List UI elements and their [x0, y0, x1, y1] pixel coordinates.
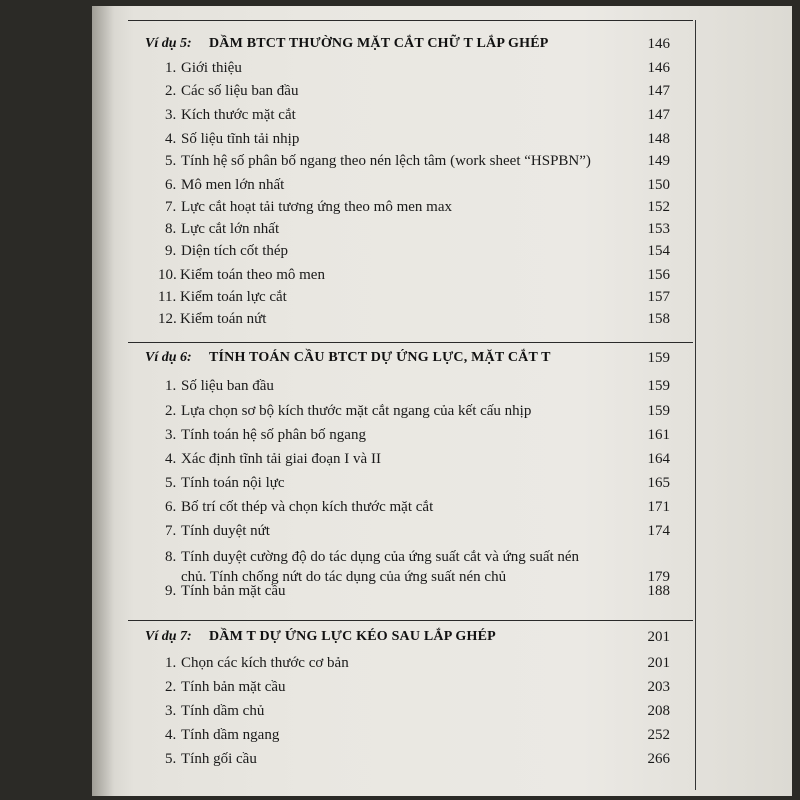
section-title: DẦM BTCT THƯỜNG MẶT CẮT CHỮ T LẮP GHÉP — [209, 36, 549, 51]
toc-item-page-number: 157 — [647, 289, 670, 305]
toc-item — [165, 652, 645, 674]
toc-item-page-number: 152 — [647, 199, 670, 215]
toc-item-text: Kiểm toán nứt — [180, 311, 267, 327]
section-divider — [128, 342, 693, 343]
toc-item-number: 1. — [165, 655, 177, 671]
toc-item — [158, 286, 638, 308]
toc-item-page-number: 201 — [647, 655, 670, 671]
toc-item-page-number: 150 — [647, 177, 670, 193]
toc-item-number: 8. — [165, 549, 177, 565]
toc-item-text: Lực cắt hoạt tải tương ứng theo mô men max — [181, 199, 453, 215]
section-heading — [145, 347, 585, 369]
toc-item — [158, 308, 638, 330]
toc-item-page-number: 174 — [647, 523, 670, 539]
toc-item-page-number: 148 — [647, 131, 670, 147]
toc-item — [165, 128, 645, 150]
toc-item-number: 5. — [165, 475, 177, 491]
toc-item-text: Các số liệu ban đầu — [181, 83, 299, 99]
toc-item-page-number: 208 — [647, 703, 670, 719]
toc-item-text: Tính bản mặt cầu — [181, 679, 286, 695]
toc-item — [165, 424, 645, 446]
toc-item — [165, 676, 645, 698]
toc-item-number: 2. — [165, 403, 177, 419]
toc-item-number: 3. — [165, 427, 177, 443]
toc-item-page-number: 252 — [647, 727, 670, 743]
toc-item — [165, 240, 645, 262]
toc-item-text: Kiểm toán lực cắt — [180, 289, 287, 305]
toc-item-page-number: 156 — [647, 267, 670, 283]
toc-item-text-line2: chủ. Tính chống nứt do tác dụng của ứng suất nén chủ — [181, 569, 507, 585]
section-title: TÍNH TOÁN CẦU BTCT DỰ ỨNG LỰC, MẶT CẮT T — [209, 350, 551, 365]
toc-item-text: Tính dầm chủ — [181, 703, 265, 719]
toc-item-number: 6. — [165, 499, 177, 515]
toc-item — [165, 104, 645, 126]
toc-item-text: Mô men lớn nhất — [181, 177, 285, 193]
toc-item-text: Tính bản mặt cầu — [181, 583, 286, 599]
section-page-number: 201 — [647, 629, 670, 645]
toc-item-number: 8. — [165, 221, 177, 237]
toc-item-page-number: 154 — [647, 243, 670, 259]
toc-item-page-number: 147 — [647, 107, 670, 123]
section-heading — [145, 626, 585, 648]
toc-item — [165, 375, 645, 397]
toc-item-page-number: 159 — [647, 378, 670, 394]
toc-item-number: 4. — [165, 727, 177, 743]
toc-item-number: 7. — [165, 523, 177, 539]
toc-item-number: 10. — [158, 267, 177, 283]
section-label: Ví dụ 5: — [145, 36, 192, 51]
toc-item-text: Lực cắt lớn nhất — [181, 221, 280, 237]
toc-item-number: 3. — [165, 107, 177, 123]
toc-item-text: Số liệu tĩnh tải nhịp — [181, 131, 300, 147]
toc-item — [165, 57, 645, 79]
toc-item-page-number: 146 — [647, 60, 670, 76]
toc-item — [165, 150, 645, 172]
section-title: DẦM T DỰ ỨNG LỰC KÉO SAU LẮP GHÉP — [209, 629, 496, 644]
toc-item-number: 1. — [165, 60, 177, 76]
toc-item-text: Tính dầm ngang — [181, 727, 280, 743]
toc-item-number: 3. — [165, 703, 177, 719]
toc-item-page-number: 153 — [647, 221, 670, 237]
toc-item — [158, 264, 638, 286]
toc-item — [165, 546, 645, 568]
toc-item-number: 11. — [158, 289, 177, 305]
toc-item — [165, 700, 645, 722]
toc-item-text: Tính toán hệ số phân bố ngang — [181, 427, 366, 443]
toc-item-text: Kích thước mặt cắt — [181, 107, 296, 123]
toc-item-text: Tính hệ số phân bố ngang theo nén lệch tâm (work sheet “HSPBN”) — [181, 153, 591, 169]
toc-item — [165, 218, 645, 240]
toc-item-text: Tính toán nội lực — [181, 475, 285, 491]
section-page-number: 159 — [647, 350, 670, 366]
toc-item-text: Số liệu ban đầu — [181, 378, 274, 394]
toc-item-number: 4. — [165, 451, 177, 467]
toc-item-page-number: 164 — [647, 451, 670, 467]
toc-item-text: Giới thiệu — [181, 60, 242, 76]
toc-item-number: 9. — [165, 243, 177, 259]
toc-item — [165, 400, 645, 422]
toc-item-text: Lựa chọn sơ bộ kích thước mặt cắt ngang của kết cấu nhịp — [181, 403, 532, 419]
toc-item-page-number: 158 — [647, 311, 670, 327]
toc-item-text: Bố trí cốt thép và chọn kích thước mặt cắt — [181, 499, 434, 515]
section-label: Ví dụ 6: — [145, 350, 192, 365]
toc-item-number: 2. — [165, 679, 177, 695]
section-label: Ví dụ 7: — [145, 629, 192, 644]
toc-item — [165, 196, 645, 218]
toc-item-text: Diện tích cốt thép — [181, 243, 289, 259]
toc-item-number: 12. — [158, 311, 177, 327]
toc-item-page-number: 159 — [647, 403, 670, 419]
toc-item — [165, 174, 645, 196]
section-page-number: 146 — [647, 36, 670, 52]
toc-item-page-number: 161 — [647, 427, 670, 443]
toc-item-text: Tính duyệt cường độ do tác dụng của ứng suất cắt và ứng suất nén — [181, 549, 580, 565]
toc-item-text: Chọn các kích thước cơ bản — [181, 655, 349, 671]
toc-item — [165, 448, 645, 470]
toc-item-number: 2. — [165, 83, 177, 99]
section-divider — [128, 20, 693, 21]
toc-item-number: 4. — [165, 131, 177, 147]
toc-item-page-number: 203 — [647, 679, 670, 695]
toc-item-text: Tính gối cầu — [181, 751, 257, 767]
toc-item — [165, 580, 645, 602]
toc-item-number: 1. — [165, 378, 177, 394]
toc-item-number: 6. — [165, 177, 177, 193]
toc-item-page-number: 179 — [647, 569, 670, 585]
toc-item-text: Xác định tĩnh tải giai đoạn I và II — [181, 451, 381, 467]
toc-item — [165, 472, 645, 494]
toc-item-page-number: 149 — [647, 153, 670, 169]
toc-item — [165, 748, 645, 770]
toc-item — [165, 496, 645, 518]
toc-item-page-number: 171 — [647, 499, 670, 515]
toc-item-page-number: 147 — [647, 83, 670, 99]
toc-item — [165, 80, 645, 102]
section-divider — [128, 620, 693, 621]
toc-item-number: 9. — [165, 583, 177, 599]
toc-item-number: 7. — [165, 199, 177, 215]
toc-item-page-number: 165 — [647, 475, 670, 491]
toc-item-page-number: 266 — [647, 751, 670, 767]
toc-item-text: Kiểm toán theo mô men — [180, 267, 325, 283]
toc-item-number: 5. — [165, 153, 177, 169]
right-margin-line — [695, 20, 696, 790]
toc-item-number: 5. — [165, 751, 177, 767]
section-heading — [145, 33, 585, 55]
toc-item — [165, 520, 645, 542]
toc-item-text: Tính duyệt nứt — [181, 523, 270, 539]
toc-item-page-number: 188 — [647, 583, 670, 599]
page-gutter-shadow — [92, 6, 114, 796]
toc-item — [165, 724, 645, 746]
